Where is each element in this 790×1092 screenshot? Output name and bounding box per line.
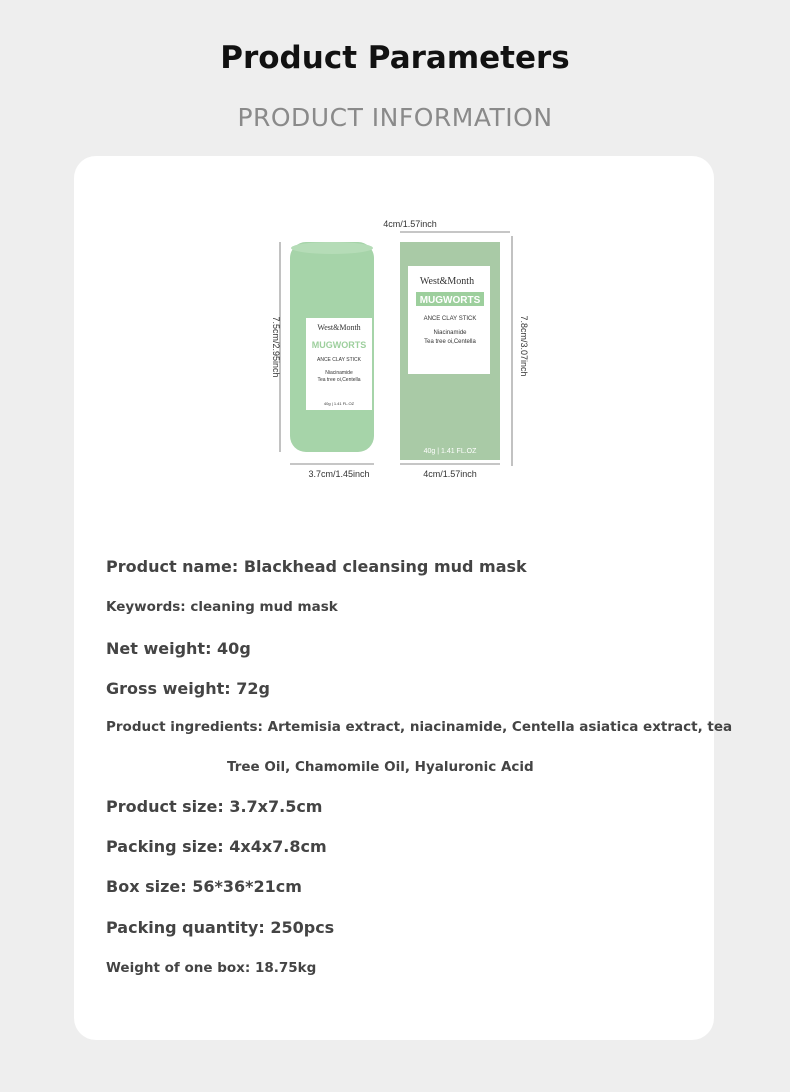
dim-bottom-box-label: 4cm/1.57inch [423, 469, 477, 479]
stick-brand: West&Month [317, 323, 361, 332]
dim-top-label: 4cm/1.57inch [383, 219, 437, 229]
product-dimension-figure [74, 156, 714, 496]
dim-right-label: 7.8cm/3.07inch [519, 315, 529, 377]
param-box-weight: Weight of one box: 18.75kg [106, 960, 317, 976]
param-packing-quantity: Packing quantity: 250pcs [106, 918, 335, 937]
box-brand: West&Month [419, 276, 475, 287]
param-ingredients-continuation: Tree Oil, Chamomile Oil, Hyaluronic Acid [227, 759, 534, 775]
stick-ingredient-1: Niacinamide [325, 370, 353, 376]
param-product-name: Product name: Blackhead cleansing mud mask [106, 557, 527, 576]
dim-left-label: 7.5cm/2.95inch [271, 316, 281, 378]
param-ingredients: Product ingredients: Artemisia extract, niacinamide, Centella asiatica extract, tea [106, 719, 733, 735]
box-product-name: MUGWORTS [419, 295, 481, 306]
param-box-size: Box size: 56*36*21cm [106, 877, 302, 896]
stick-weight: 40g | 1.41 FL.OZ [323, 401, 355, 406]
param-net-weight: Net weight: 40g [106, 639, 251, 658]
dim-bottom-stick-label: 3.7cm/1.45inch [308, 469, 370, 479]
clay-stick-image [290, 242, 374, 452]
page-subtitle: PRODUCT INFORMATION [237, 103, 553, 132]
box-ingredient-1: Niacinamide [433, 330, 467, 336]
stick-cap-top [291, 242, 373, 254]
param-keywords: Keywords: cleaning mud mask [106, 599, 338, 615]
product-info-card [74, 156, 733, 1040]
param-packing-size: Packing size: 4x4x7.8cm [106, 837, 327, 856]
param-gross-weight: Gross weight: 72g [106, 679, 270, 698]
box-type: ANCE CLAY STICK [423, 316, 477, 322]
box-weight: 40g | 1.41 FL.OZ [423, 448, 477, 455]
stick-product-name: MUGWORTS [311, 340, 367, 350]
stick-ingredient-2: Tea tree oi,Centella [317, 377, 361, 383]
page-title: Product Parameters [220, 40, 570, 76]
packaging-box-image [400, 242, 500, 460]
stick-type: ANCE CLAY STICK [317, 357, 361, 363]
param-product-size: Product size: 3.7x7.5cm [106, 797, 323, 816]
box-ingredient-2: Tea tree oi,Centella [424, 339, 476, 345]
